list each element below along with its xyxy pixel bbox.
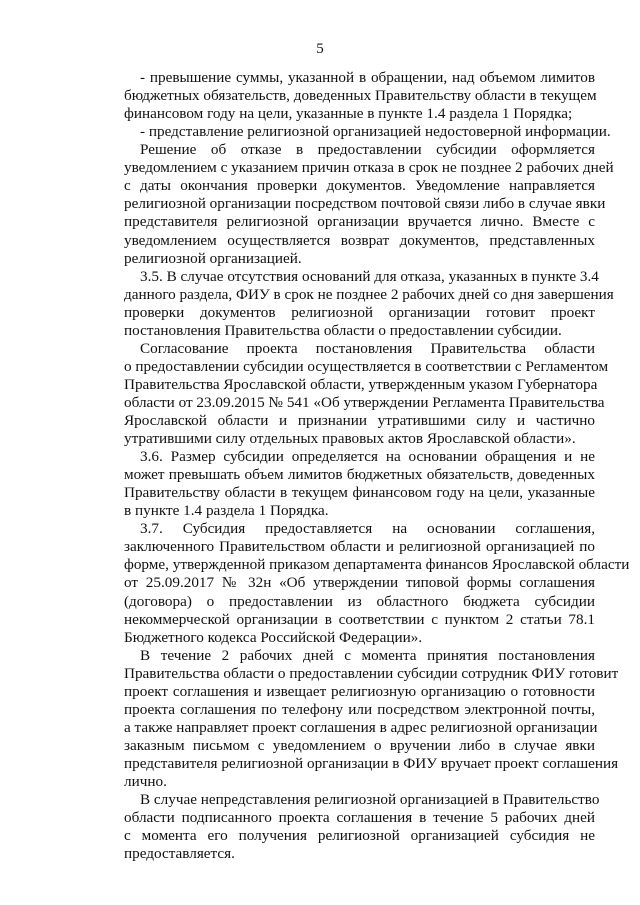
- text-line: в пункте 1.4 раздела 1 Порядка.: [124, 502, 329, 520]
- text-line: В случае непредставления религиозной организацией в Правительство: [140, 791, 600, 808]
- text-line: области подписанного проекта соглашения в течение 5 рабочих дней: [124, 809, 595, 827]
- text-line: о предоставлении субсидии осуществляется в соответствии с Регламентом: [124, 357, 609, 375]
- text-line: Правительству области в текущем финансовом году на цели, указанные: [124, 484, 595, 502]
- text-line: постановления Правительства области о предоставлении субсидии.: [124, 321, 562, 339]
- text-line: - представление религиозной организацией недостоверной информации.: [140, 123, 611, 141]
- text-line: а также направляет проект соглашения в адрес религиозной организации: [124, 718, 598, 736]
- text-line: 3.6. Размер субсидии определяется на основании обращения и не: [140, 448, 595, 466]
- text-line: представителя религиозной организации в ФИУ вручает проект соглашения: [124, 754, 619, 772]
- text-line: от 25.09.2017 № 32н «Об утверждении типовой формы соглашения: [124, 574, 595, 592]
- text-line: с момента его получения религиозной организацией субсидия не: [124, 827, 595, 845]
- text-line: Согласование проекта постановления Правительства области: [140, 339, 595, 357]
- text-line: 3.5. В случае отсутствия оснований для отказа, указанных в пункте 3.4: [140, 267, 599, 285]
- text-line: форме, утвержденной приказом департамента финансов Ярославской области: [124, 556, 630, 574]
- text-line: может превышать объем лимитов бюджетных обязательств, доведенных: [124, 466, 595, 484]
- text-line: некоммерческой организации в соответствии с пунктом 2 статьи 78.1: [124, 610, 595, 628]
- text-line: данного раздела, ФИУ в срок не позднее 2 рабочих дней со дня завершения: [124, 285, 614, 303]
- text-line: с даты окончания проверки документов. Уведомление направляется: [124, 177, 595, 195]
- text-line: заключенного Правительством области и религиозной организацией по: [124, 538, 595, 556]
- text-line: - превышение суммы, указанной в обращении, над объемом лимитов: [140, 69, 595, 86]
- text-line: области от 23.09.2015 № 541 «Об утверждении Регламента Правительства: [124, 393, 605, 411]
- text-line: (договора) о предоставлении из областного бюджета субсидии: [124, 592, 595, 610]
- text-line: представителя религиозной организации вручается лично. Вместе с: [124, 213, 595, 231]
- text-line: уведомлением осуществляется возврат документов, представленных: [124, 231, 595, 249]
- text-line: Правительства области о предоставлении субсидии сотрудник ФИУ готовит: [124, 664, 619, 682]
- text-line: уведомлением с указанием причин отказа в срок не позднее 2 рабочих дней: [124, 159, 614, 177]
- text-line: В течение 2 рабочих дней с момента принятия постановления: [140, 646, 595, 664]
- text-line: Ярославской области и признании утратившими силу и частично: [124, 411, 595, 429]
- text-line: религиозной организацией.: [124, 249, 302, 267]
- text-line: религиозной организации посредством почтовой связи либо в случае явки: [124, 195, 606, 213]
- text-line: лично.: [124, 773, 167, 790]
- text-line: проекта соглашения по телефону или посредством электронной почты,: [124, 700, 595, 718]
- text-line: 3.7. Субсидия предоставляется на основании соглашения,: [140, 520, 595, 538]
- text-line: утратившими силу отдельных правовых актов Ярославской области».: [124, 430, 576, 447]
- text-line: проект соглашения и извещает религиозную организацию о готовности: [124, 682, 595, 700]
- text-line: предоставляется.: [124, 845, 235, 863]
- text-line: финансовом году на цели, указанные в пункте 1.4 раздела 1 Порядка;: [124, 105, 573, 123]
- text-line: Правительства Ярославской области, утвержденным указом Губернатора: [124, 375, 598, 393]
- text-line: Бюджетного кодекса Российской Федерации».: [124, 628, 423, 646]
- text-line: заказным письмом с уведомлением о вручении либо в случае явки: [124, 736, 595, 754]
- text-line: Решение об отказе в предоставлении субсидии оформляется: [140, 141, 595, 159]
- page-number: 5: [316, 41, 324, 57]
- text-line: проверки документов религиозной организации готовит проект: [124, 303, 595, 321]
- text-line: бюджетных обязательств, доведенных Правительству области в текущем: [124, 87, 597, 104]
